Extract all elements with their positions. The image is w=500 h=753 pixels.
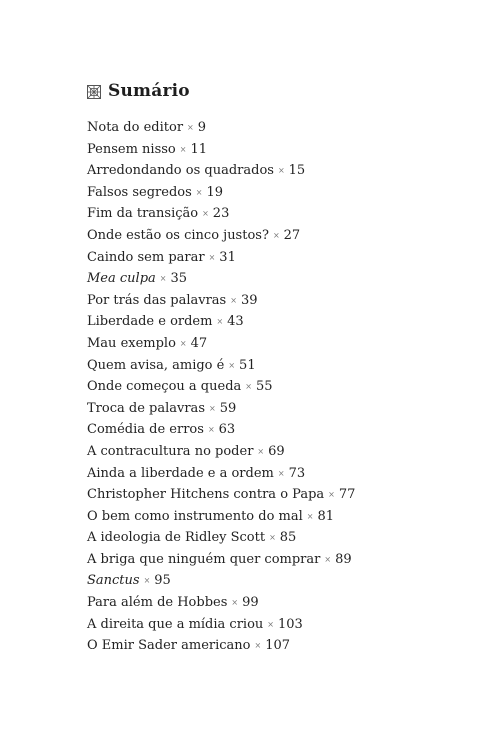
toc-entry — [87, 463, 355, 485]
toc-entry — [87, 484, 355, 506]
toc-entry-title: Para além de Hobbes — [87, 595, 228, 611]
toc-separator: × — [207, 425, 215, 435]
toc-entry-title: Sanctus — [87, 573, 140, 589]
toc-entry-page-number: 73 — [288, 465, 306, 481]
toc-entry-title: Por trás das palavras — [87, 292, 227, 308]
toc-entry — [87, 398, 355, 420]
toc-entry-page-number: 19 — [206, 184, 224, 200]
toc-separator: × — [187, 123, 194, 132]
toc-entry-page-number: 81 — [317, 508, 335, 524]
toc-entry-page-number: 95 — [154, 573, 171, 589]
toc-entry-title: Mea culpa — [87, 271, 156, 287]
toc-separator: × — [143, 576, 151, 586]
toc-entry-page-number: 39 — [240, 292, 258, 308]
toc-separator: × — [245, 382, 252, 392]
toc-entry-page-number: 23 — [212, 206, 230, 222]
toc-entry-title: O Emir Sader americano — [87, 638, 251, 654]
toc-separator: × — [230, 295, 237, 305]
toc-separator: × — [159, 274, 167, 284]
toc-entry-title: Troca de palavras — [87, 400, 205, 416]
toc-separator: × — [216, 317, 224, 327]
toc-heading — [87, 79, 190, 103]
toc-entry — [87, 203, 355, 225]
toc-entry-page-number: 11 — [190, 141, 208, 157]
toc-entry-page-number: 27 — [283, 227, 301, 243]
toc-entry-title: Christopher Hitchens contra o Papa — [87, 487, 325, 503]
toc-separator: × — [324, 554, 332, 564]
toc-separator: × — [202, 209, 209, 219]
toc-entry-page-number: 31 — [219, 249, 236, 265]
toc-entry — [87, 290, 355, 312]
toc-entry-page-number: 59 — [219, 400, 237, 416]
toc-entry-title: O bem como instrumento do mal — [87, 508, 303, 524]
toc-separator: × — [208, 252, 216, 262]
table-of-contents — [87, 117, 355, 657]
toc-entry — [87, 139, 355, 161]
toc-entry — [87, 247, 355, 269]
toc-entry-page-number: 35 — [170, 271, 188, 287]
toc-entry — [87, 570, 355, 592]
toc-entry — [87, 117, 355, 139]
toc-entry-page-number: 99 — [242, 595, 259, 611]
toc-entry-page-number: 15 — [288, 163, 306, 179]
toc-separator: × — [328, 490, 335, 500]
toc-entry-title: Ainda a liberdade e a ordem — [87, 465, 274, 481]
toc-entry-page-number: 43 — [227, 314, 244, 330]
toc-entry — [87, 592, 355, 614]
toc-entry — [87, 268, 355, 290]
toc-separator: × — [228, 360, 236, 370]
toc-entry — [87, 225, 355, 247]
page-title: Sumário — [108, 81, 190, 101]
toc-entry-title: Quem avisa, amigo é — [87, 357, 225, 373]
toc-entry-page-number: 103 — [277, 616, 303, 632]
toc-entry-title: Mau exemplo — [87, 335, 176, 351]
toc-entry-page-number: 51 — [239, 357, 256, 373]
toc-separator: × — [306, 511, 314, 521]
toc-entry — [87, 182, 355, 204]
toc-separator: × — [208, 403, 216, 413]
toc-entry-title: Liberdade e ordem — [87, 314, 213, 330]
toc-entry-page-number: 89 — [335, 551, 352, 567]
toc-entry-page-number: 63 — [218, 422, 236, 438]
toc-separator: × — [254, 641, 262, 651]
toc-entry-title: Falsos segredos — [87, 184, 192, 200]
toc-entry — [87, 333, 355, 355]
toc-entry-title: Caindo sem parar — [87, 249, 205, 265]
ornament-square-icon — [87, 84, 101, 98]
toc-separator: × — [277, 468, 285, 478]
toc-entry — [87, 635, 355, 657]
toc-entry-page-number: 107 — [265, 638, 291, 654]
toc-separator: × — [277, 166, 285, 176]
toc-entry-title: Nota do editor — [87, 120, 184, 135]
toc-entry-title: A contracultura no poder — [87, 443, 254, 459]
toc-entry — [87, 527, 355, 549]
toc-entry — [87, 160, 355, 182]
toc-entry — [87, 614, 355, 636]
toc-separator: × — [267, 619, 274, 629]
toc-separator: × — [179, 338, 187, 348]
toc-entry-title: A direita que a mídia criou — [87, 616, 264, 632]
toc-entry-title: Fim da transição — [87, 206, 199, 222]
toc-separator: × — [179, 144, 187, 154]
toc-entry — [87, 441, 355, 463]
toc-entry — [87, 376, 355, 398]
toc-entry — [87, 311, 355, 333]
toc-entry-title: A ideologia de Ridley Scott — [87, 530, 266, 546]
toc-separator: × — [272, 230, 280, 240]
toc-separator: × — [257, 446, 265, 456]
toc-entry-title: Pensem nisso — [87, 141, 176, 157]
toc-entry — [87, 549, 355, 571]
toc-entry-title: Onde estão os cinco justos? — [87, 227, 269, 243]
toc-entry-page-number: 47 — [190, 335, 208, 351]
toc-entry-page-number: 69 — [268, 443, 285, 459]
toc-entry-title: Comédia de erros — [87, 422, 204, 438]
toc-entry-page-number: 85 — [279, 530, 297, 546]
toc-entry — [87, 355, 355, 377]
toc-entry-title: A briga que ninguém quer comprar — [87, 551, 321, 567]
toc-separator: × — [231, 598, 239, 608]
toc-entry-title: Arredondando os quadrados — [87, 163, 274, 179]
toc-separator: × — [269, 533, 276, 543]
toc-entry-page-number: 9 — [197, 120, 207, 135]
toc-entry — [87, 419, 355, 441]
toc-entry — [87, 506, 355, 528]
toc-entry-page-number: 55 — [255, 379, 273, 395]
toc-entry-page-number: 77 — [338, 487, 356, 503]
toc-entry-title: Onde começou a queda — [87, 379, 242, 395]
toc-separator: × — [195, 187, 203, 197]
